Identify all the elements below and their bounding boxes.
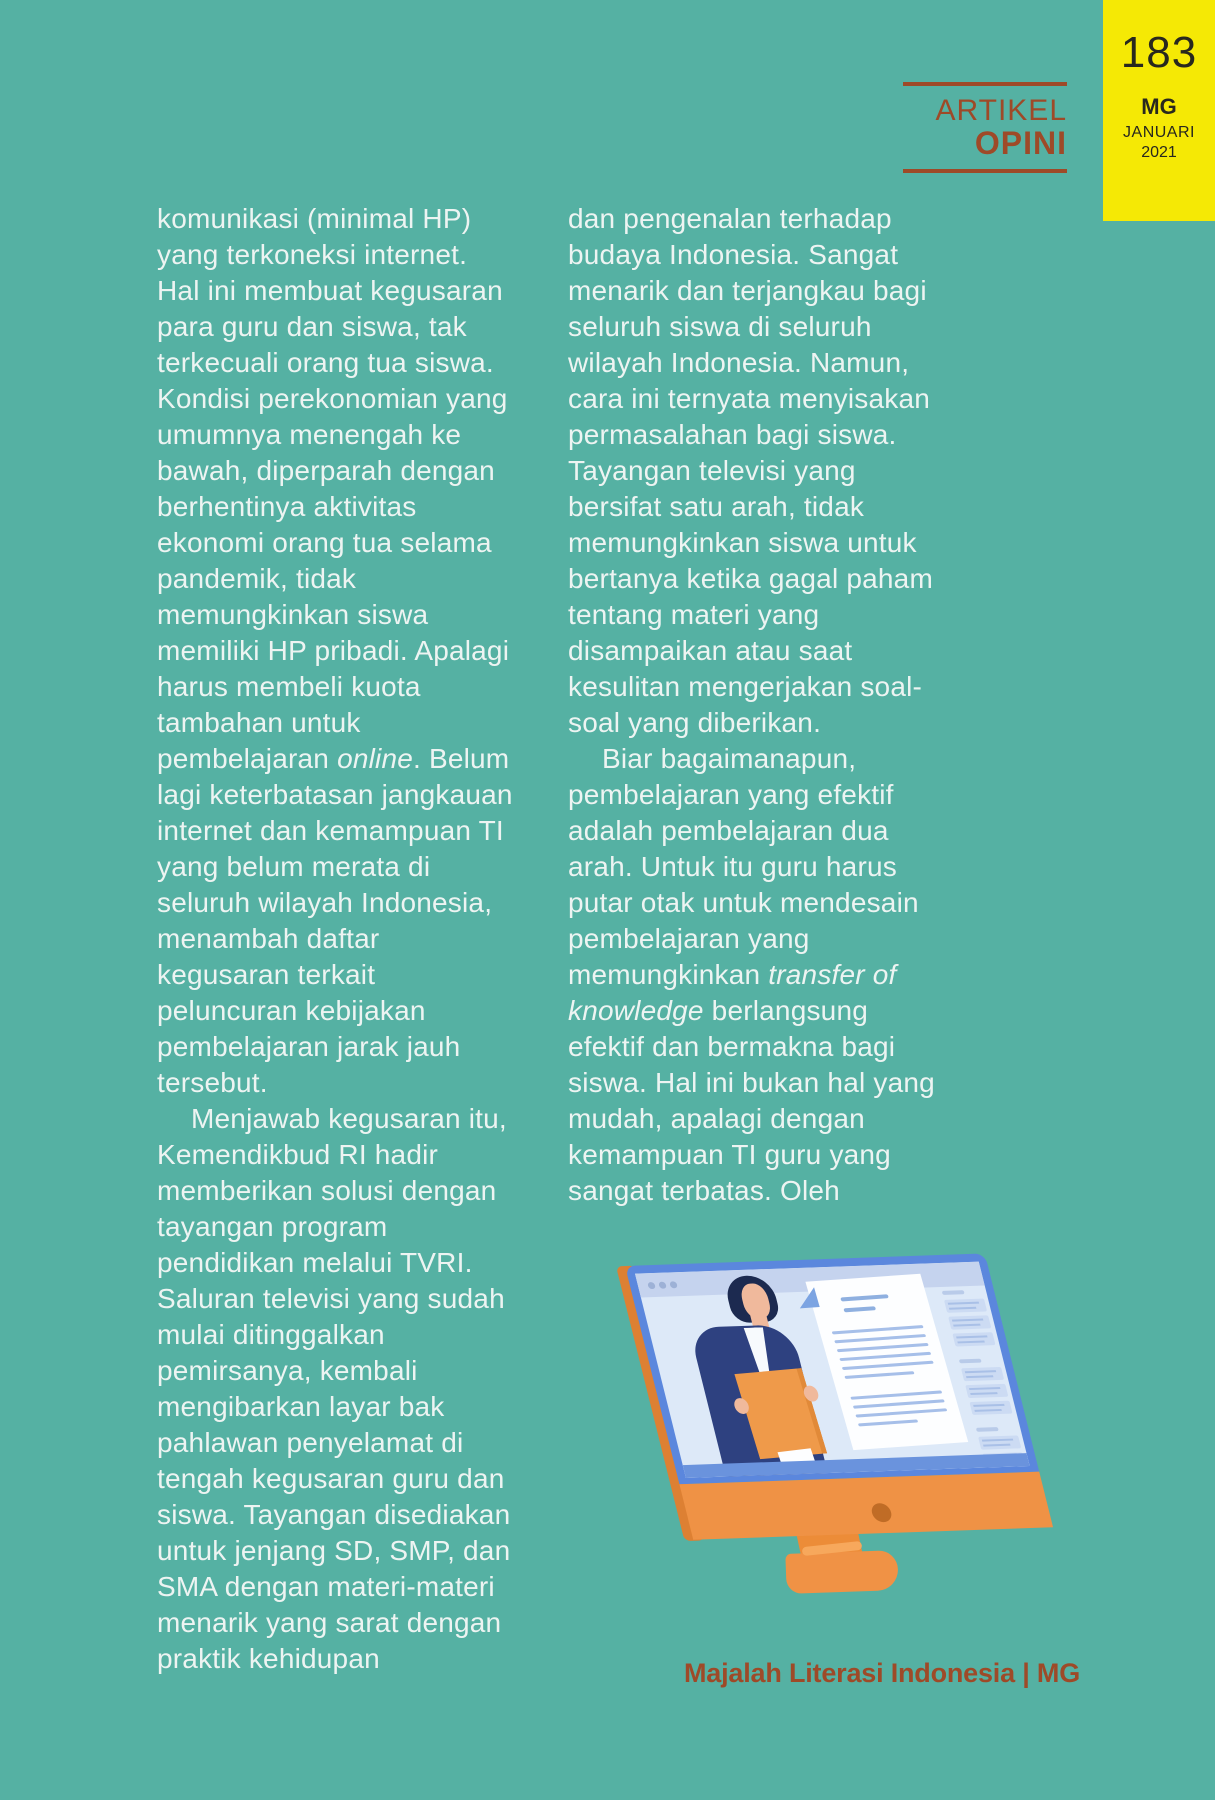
camera-dot-icon <box>870 1503 894 1523</box>
paragraph: dan pengenalan terhadap budaya Indonesia. Sangat menarik dan terjangkau bagi seluruh siswa di seluruh wilayah Indonesia. Namun, cara ini ternyata menyisakan permasalahan bagi siswa. Tayangan televisi yang bersifat satu arah, tidak memungkinkan siswa untuk bertanya ketika gagal paham tentang materi yang disampaikan atau saat kesulitan mengerjakan soal-soal yang diberikan. <box>568 203 933 738</box>
sidebar-label-line <box>976 1427 999 1432</box>
paragraph: komunikasi (minimal HP) yang terkoneksi internet. Hal ini membuat kegusaran para guru dan siswa, tak terkecuali orang tua siswa. Kondisi perekonomian yang umumnya menengah ke bawah, diperparah dengan berhentinya aktivitas ekonomi orang tua selama pandemik, tidak memungkinkan siswa memiliki HP pribadi. Apalagi harus membeli kuota tambahan untuk pembelajaran online. Belum lagi keterbatasan jangkauan internet dan kemampuan TI yang belum merata di seluruh wilayah Indonesia, menambah daftar kegusaran terkait peluncuran kebijakan pembelajaran jarak jauh tersebut. <box>157 203 513 1098</box>
page-footer <box>684 1658 1080 1689</box>
browser-window <box>635 1262 1030 1478</box>
magazine-code: MG <box>1141 94 1177 119</box>
paragraph: Menjawab kegusaran itu, Kemendikbud RI hadir memberikan solusi dengan tayangan program pendidikan melalui TVRI. Saluran televisi yang sudah mulai ditinggalkan pemirsanya, kembali mengibarkan layar bak pahlawan penyelamat di tengah kegusaran guru dan siswa. Tayangan disediakan untuk jenjang SD, SMP, dan SMA dengan materi-materi menarik yang sarat dengan praktik kehidupan <box>157 1103 511 1674</box>
sidebar-label-line <box>959 1359 982 1364</box>
kicker-rule-top <box>903 82 1067 86</box>
sidebar-group <box>959 1358 1017 1415</box>
issue-year: 2021 <box>1141 144 1177 161</box>
article-column-left <box>157 201 513 1677</box>
doc-text-line <box>839 1352 931 1361</box>
sidebar-thumbnails <box>942 1289 1030 1478</box>
window-dot-icon <box>647 1282 656 1289</box>
article-column-right <box>568 201 940 1209</box>
sidebar-card <box>944 1298 987 1312</box>
footer-separator: | <box>1022 1658 1030 1688</box>
corner-fold-icon <box>794 1287 819 1308</box>
doc-text-line <box>842 1361 934 1370</box>
monitor-bezel <box>679 1472 1053 1540</box>
issue-box <box>1103 0 1215 221</box>
doc-heading-line <box>840 1294 889 1301</box>
sidebar-card <box>978 1435 1021 1449</box>
doc-text-line <box>853 1399 945 1408</box>
kicker-opini-label: OPINI <box>974 124 1067 161</box>
monitor-stand <box>786 1532 904 1596</box>
sidebar-label-line <box>942 1290 965 1295</box>
sidebar-group <box>942 1289 1000 1346</box>
sidebar-card <box>948 1315 991 1329</box>
doc-text-line <box>855 1408 947 1417</box>
window-dot-icon <box>658 1282 667 1289</box>
doc-text-line <box>837 1343 929 1352</box>
monitor-screen-frame <box>625 1253 1039 1484</box>
monitor-stand-base <box>785 1550 898 1594</box>
doc-text-line <box>832 1325 924 1334</box>
sidebar-card <box>969 1401 1012 1415</box>
doc-text-line <box>858 1419 918 1426</box>
section-kicker <box>903 82 1067 173</box>
issue-month: JANUARI <box>1123 124 1195 141</box>
paragraph: Biar bagaimanapun, pembelajaran yang efektif adalah pembelajaran dua arah. Untuk itu guru harus putar otak untuk mendesain pembelajaran yang memungkinkan transfer of knowledge berlangsung efektif dan bermakna bagi siswa. Hal ini bukan hal yang mudah, apalagi dengan kemampuan TI guru yang sangat terbatas. Oleh <box>568 743 935 1206</box>
sidebar-card <box>952 1332 995 1346</box>
monitor-illustration <box>625 1253 1053 1539</box>
doc-text-line <box>850 1390 942 1399</box>
footer-magazine-title: Majalah Literasi Indonesia <box>684 1658 1015 1688</box>
sidebar-card <box>961 1367 1004 1381</box>
window-dot-icon <box>669 1281 678 1288</box>
kicker-rule-bottom <box>903 169 1067 173</box>
doc-text-line <box>834 1334 926 1343</box>
footer-magazine-initials: MG <box>1036 1658 1080 1688</box>
page-number: 183 <box>1120 28 1198 77</box>
sidebar-card <box>965 1384 1008 1398</box>
kicker-artikel-label: ARTIKEL <box>935 94 1067 127</box>
